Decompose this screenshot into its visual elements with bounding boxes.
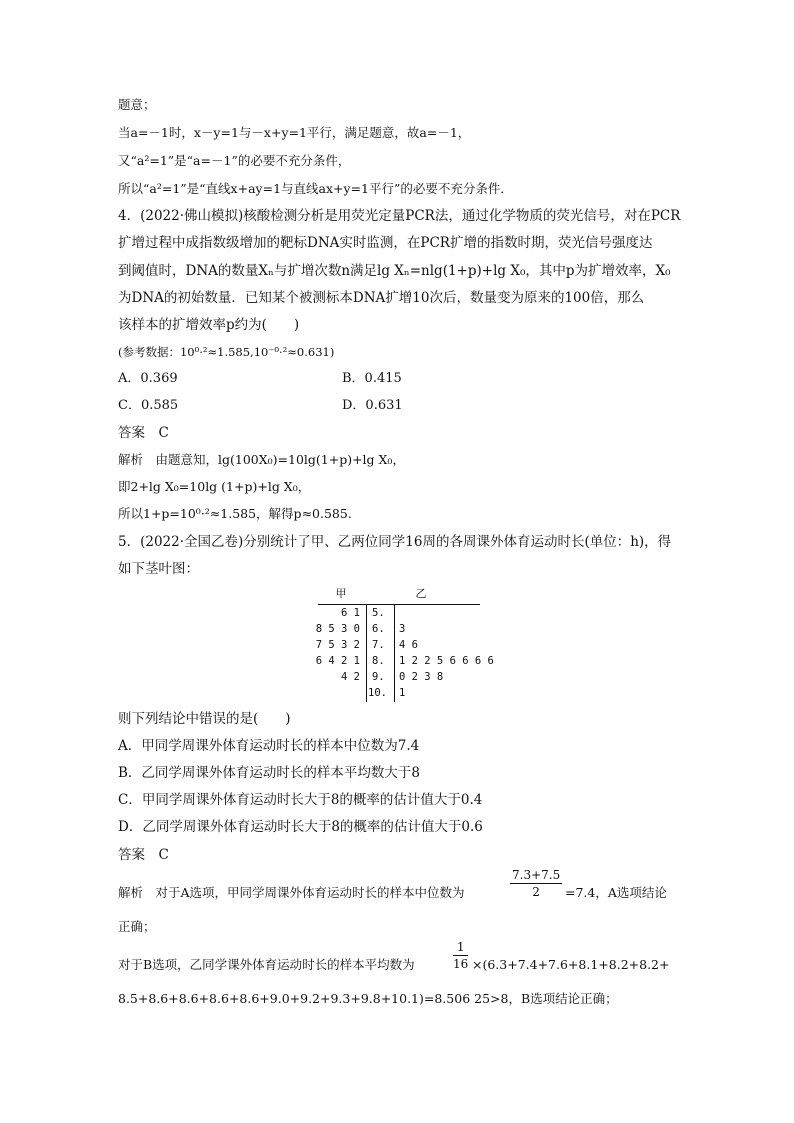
- text-line: 当a=－1时，x－y=1与－x+y=1平行，满足题意，故a=－1，: [118, 125, 471, 140]
- q5-option-b: B．乙同学周课外体育运动时长的样本平均数大于8: [118, 765, 421, 781]
- q4-option-d: D．0.631: [342, 398, 403, 413]
- text-line: 又“a²=1”是“a=－1”的必要不充分条件，: [118, 153, 351, 168]
- q4-analysis-line: 解析 由题意知，lg(100X₀)=10lg(1+p)+lg X₀，: [118, 452, 405, 467]
- stem-leaf-left-leaves: 8 5 3 0: [315, 623, 360, 635]
- stem-leaf-stem: 5.: [372, 607, 385, 619]
- fraction-numerator: 7.3+7.5: [512, 868, 561, 882]
- q4-option-c: C．0.585: [118, 398, 179, 413]
- stem-leaf-stem: 6.: [372, 623, 385, 635]
- stem-leaf-right-leaves: 1: [399, 687, 406, 699]
- stem-leaf-left-leaves: 7 5 3 2: [315, 639, 360, 651]
- stem-leaf-right-leaves: 4 6: [399, 639, 418, 651]
- q4-answer: 答案 C: [118, 425, 169, 441]
- fraction-denominator: 2: [532, 885, 540, 899]
- q5-analysis-a-continued: 正确；: [118, 919, 156, 934]
- stem-leaf-header-right: 乙: [415, 587, 427, 600]
- stem-leaf-stem: 7.: [372, 639, 385, 651]
- q5-analysis-b-continued: 8.5+8.6+8.6+8.6+8.6+9.0+9.2+9.3+9.8+10.1)=8.506 25>8，B选项结论正确；: [118, 991, 618, 1006]
- q5-analysis-a-suffix: =7.4，A选项结论: [565, 885, 667, 900]
- q4-stem-line: 到阈值时，DNA的数量Xₙ与扩增次数n满足lg Xₙ=nlg(1+p)+lg X₀，其中p为扩增效率，X₀: [118, 263, 671, 279]
- q5-stem-line: 如下茎叶图：: [118, 561, 199, 577]
- q4-option-b: B．0.415: [342, 371, 402, 386]
- q4-reference-data: (参考数据：10⁰·²≈1.585,10⁻⁰·²≈0.631): [118, 345, 335, 359]
- stem-leaf-right-leaves: 1 2 2 5 6 6 6 6: [399, 655, 494, 667]
- q4-stem-line: 为DNA的初始数量．已知某个被测标本DNA扩增10次后，数量变为原来的100倍，那么: [118, 290, 645, 306]
- q4-stem-line: 4．(2022·佛山模拟)核酸检测分析是用荧光定量PCR法，通过化学物质的荧光信号，对在PCR: [118, 208, 681, 224]
- stem-leaf-header-left: 甲: [335, 587, 347, 600]
- stem-leaf-stem: 10.: [368, 687, 387, 699]
- mean-fraction: [453, 939, 468, 972]
- median-fraction: [510, 867, 562, 900]
- q4-option-a: A．0.369: [118, 371, 178, 386]
- stem-leaf-right-divider: [394, 604, 395, 702]
- q4-stem-line: 扩增过程中成指数级增加的靶标DNA实时监测，在PCR扩增的指数时期，荧光信号强度达: [118, 235, 653, 251]
- stem-leaf-left-leaves: 6 1: [341, 607, 360, 619]
- stem-leaf-left-leaves: 6 4 2 1: [315, 655, 360, 667]
- fraction-numerator: 1: [456, 940, 465, 954]
- stem-leaf-stem: 9.: [372, 671, 385, 683]
- stem-leaf-right-leaves: 0 2 3 8: [399, 671, 444, 683]
- fraction-denominator: 16: [453, 957, 469, 971]
- text-line: 题意；: [118, 97, 156, 112]
- q5-stem-line: 5．(2022·全国乙卷)分别统计了甲、乙两位同学16周的各周课外体育运动时长(单位：h)，得: [118, 534, 672, 550]
- q5-question: 则下列结论中错误的是( ): [118, 711, 291, 727]
- q4-analysis-line: 所以1+p=10⁰·²≈1.585，解得p≈0.585.: [118, 506, 352, 521]
- q4-analysis-line: 即2+lg X₀=10lg (1+p)+lg X₀，: [118, 479, 311, 494]
- stem-leaf-left-leaves: 4 2: [341, 671, 360, 683]
- stem-leaf-left-divider: [366, 604, 367, 702]
- q5-option-c: C．甲同学周课外体育运动时长大于8的概率的估计值大于0.4: [118, 792, 483, 808]
- q5-option-d: D．乙同学周课外体育运动时长大于8的概率的估计值大于0.6: [118, 819, 483, 835]
- text-line: 所以“a²=1”是“直线x+ay=1与直线ax+y=1平行”的必要不充分条件．: [118, 181, 513, 196]
- q5-option-a: A．甲同学周课外体育运动时长的样本中位数为7.4: [118, 738, 420, 754]
- q5-analysis-b-suffix: ×(6.3+7.4+7.6+8.1+8.2+8.2+: [472, 957, 670, 972]
- stem-leaf-right-leaves: 3: [399, 623, 406, 635]
- q5-analysis-b-prefix: 对于B选项，乙同学课外体育运动时长的样本平均数为: [118, 957, 415, 972]
- q4-stem-line: 该样本的扩增效率p约为( ): [118, 317, 300, 333]
- stem-leaf-stem: 8.: [372, 655, 385, 667]
- q5-answer: 答案 C: [118, 847, 169, 863]
- q5-analysis-a-prefix: 解析 对于A选项，甲同学周课外体育运动时长的样本中位数为: [118, 885, 465, 900]
